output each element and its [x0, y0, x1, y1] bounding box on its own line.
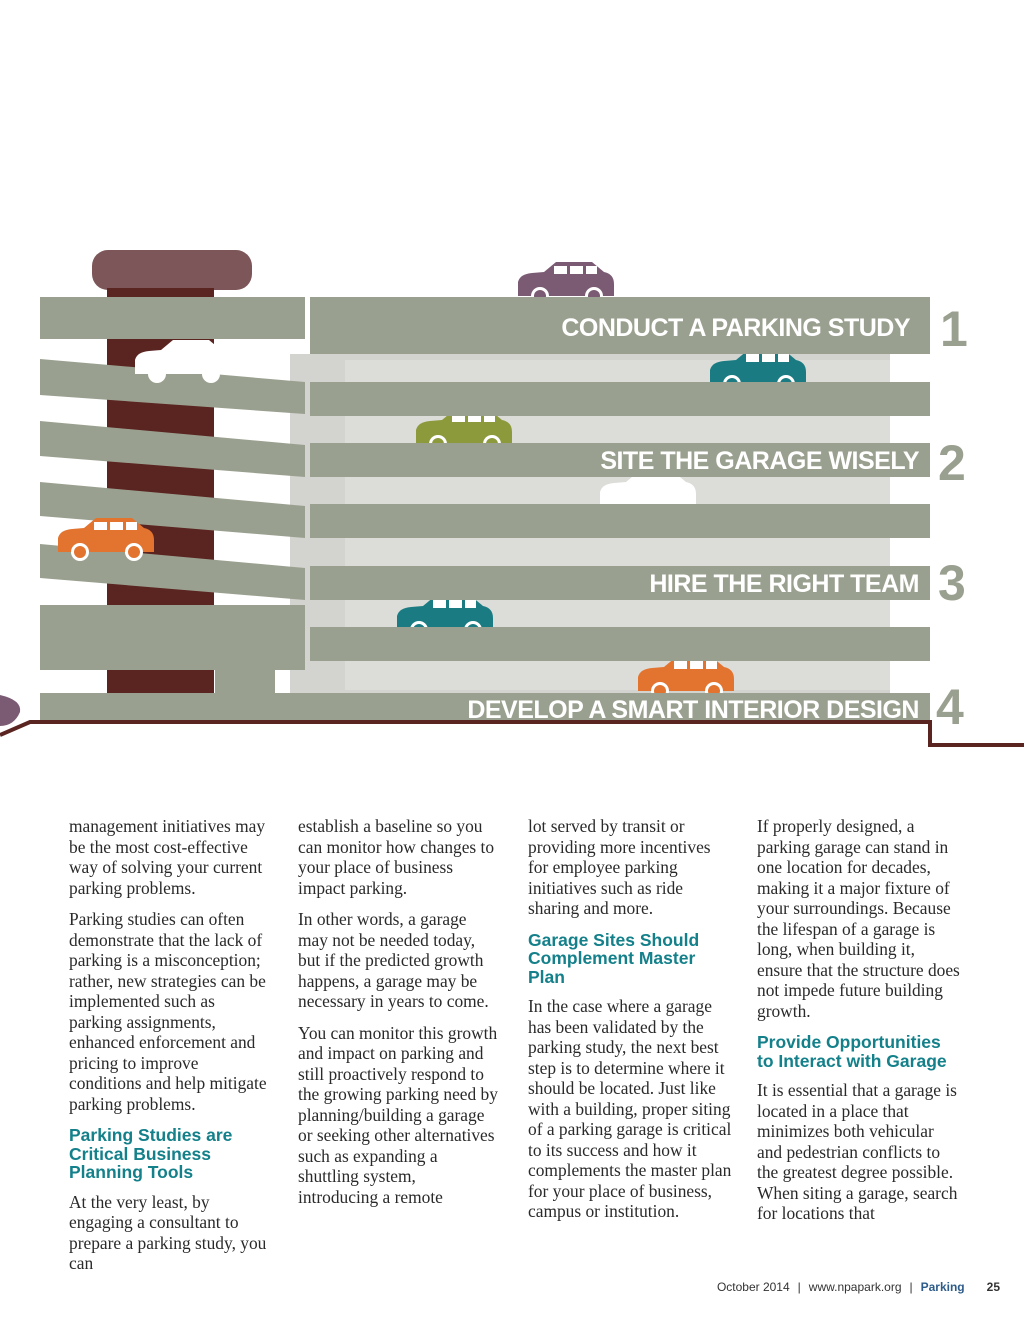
paragraph: establish a baseline so you can monitor how changes to your place of business impact parking. — [298, 816, 495, 898]
text-column-4 — [757, 816, 961, 1235]
paragraph: You can monitor this growth and impact on parking and still proactively respond to the growing parking need by planning/building a garage or seeking other alternatives such as expanding a shuttling system, introducing a remote — [298, 1022, 498, 1207]
paragraph: It is essential that a garage is located in a place that minimizes both vehicular and pedestrian conflicts to the greatest degree possible. When siting a garage, search for locations that — [757, 1080, 958, 1223]
page-footer: October 2014 | www.npapark.org | Parking 25 — [716, 1280, 1000, 1294]
paragraph: At the very least, by engaging a consultant to prepare a parking study, you can — [69, 1191, 267, 1273]
paragraph: lot served by transit or providing more incentives for employee parking initiatives such as ride sharing and more. — [528, 816, 711, 918]
stair-tower-roof — [92, 250, 252, 290]
publication-name: Parking — [920, 1280, 965, 1294]
paragraph: management initiatives may be the most cost-effective way of solving your current parking problems. — [69, 816, 266, 898]
website-link[interactable]: www.npapark.org — [808, 1280, 902, 1294]
text-column-2 — [298, 816, 498, 1218]
paragraph: In other words, a garage may not be needed today, but if the predicted growth happens, a garage may be necessary in years to come. — [298, 909, 489, 1011]
step-4-label: DEVELOP A SMART INTERIOR DESIGN — [467, 696, 919, 724]
left-edge-car-icon — [0, 695, 20, 726]
text-column-1 — [69, 816, 269, 1285]
text-column-3 — [528, 816, 732, 1233]
page-number: 25 — [986, 1280, 1000, 1294]
step-3-label: HIRE THE RIGHT TEAM — [649, 570, 919, 598]
section-heading: Garage Sites Should Complement Master Plan — [528, 929, 700, 987]
issue-date: October 2014 — [716, 1280, 790, 1294]
paragraph: In the case where a garage has been validated by the parking study, the next best step is to determine where it should be located. Just like with a building, proper siting of a parking garage is critical to its success and how it complements the master plan for your place of business, campus or institution. — [528, 996, 732, 1221]
step-3-number: 3 — [938, 555, 966, 611]
paragraph: Parking studies can often demonstrate that the lack of parking is a misconception; rather, new strategies can be implemented such as parking assignments, enhanced enforcement and pricing to improve conditions and help mitigate parking problems. — [69, 909, 267, 1114]
step-2-label: SITE THE GARAGE WISELY — [600, 447, 919, 475]
step-1-label: CONDUCT A PARKING STUDY — [561, 314, 910, 342]
ground-line — [0, 722, 1024, 745]
step-4-number: 4 — [936, 679, 964, 735]
step-2-number: 2 — [938, 435, 966, 491]
section-heading: Provide Opportunities to Interact with Garage — [757, 1032, 947, 1071]
step-1-number: 1 — [940, 301, 968, 357]
section-heading: Parking Studies are Critical Business Planning Tools — [69, 1125, 233, 1182]
paragraph: If properly designed, a parking garage can stand in one location for decades, making it a major fixture of your surroundings. Because the lifespan of a garage is long, when building it, ensure that the structure does not impede future building growth. — [757, 816, 960, 1021]
